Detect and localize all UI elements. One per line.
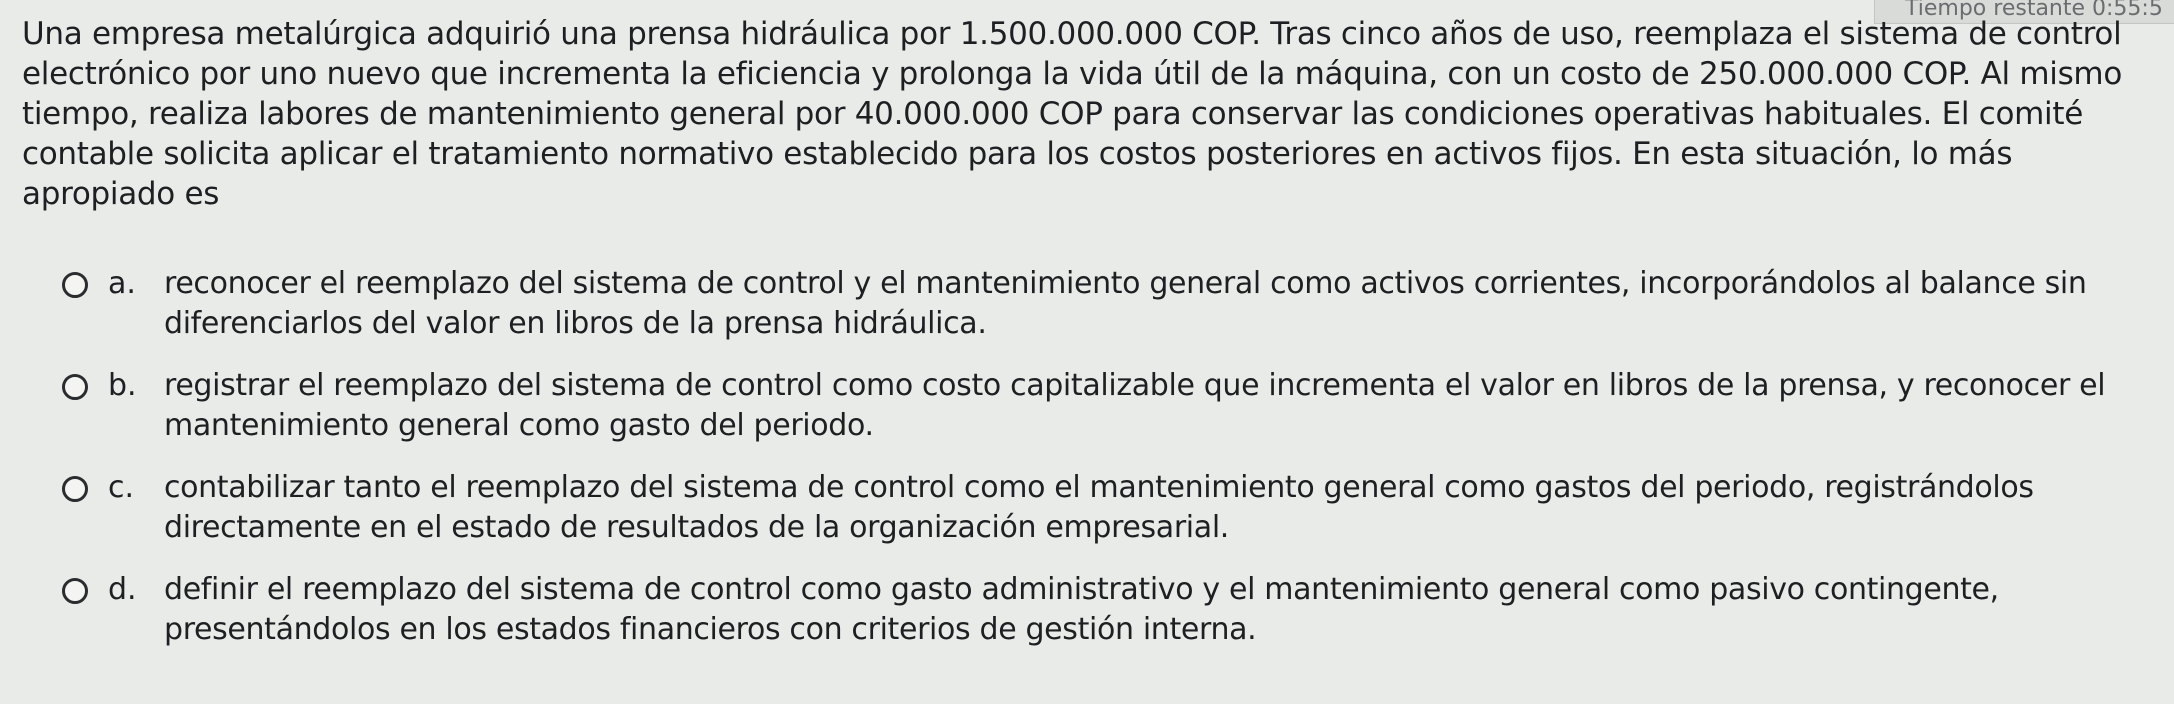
option-c[interactable]: [62, 468, 2142, 548]
radio-option-a[interactable]: [62, 272, 88, 298]
time-remaining: Tiempo restante 0:55:5: [1874, 0, 2174, 24]
option-a-letter: a.: [108, 266, 136, 301]
option-d[interactable]: [62, 570, 2142, 650]
option-b-letter: b.: [108, 368, 137, 403]
option-b-text[interactable]: registrar el reemplazo del sistema de control como costo capitalizable que incrementa el valor en libros de la prensa, y reconocer el mantenimiento general como gasto del periodo.: [164, 368, 2106, 443]
radio-option-c[interactable]: [62, 476, 88, 502]
option-d-text[interactable]: definir el reemplazo del sistema de control como gasto administrativo y el mantenimiento general como pasivo contingente, presentándolos en los estados financieros con criterios de gestión interna.: [164, 572, 1999, 647]
answer-options: [62, 264, 2142, 672]
option-c-letter: c.: [108, 470, 135, 505]
option-c-text[interactable]: contabilizar tanto el reemplazo del sistema de control como el mantenimiento general como gastos del periodo, registrándolos directamente en el estado de resultados de la organización empresarial.: [164, 470, 2034, 545]
option-b[interactable]: [62, 366, 2142, 446]
radio-option-b[interactable]: [62, 374, 88, 400]
option-a-text[interactable]: reconocer el reemplazo del sistema de control y el mantenimiento general como activos corrientes, incorporándolos al balance sin diferenciarlos del valor en libros de la prensa hidráulica.: [164, 266, 2087, 341]
radio-option-d[interactable]: [62, 578, 88, 604]
question-block: [22, 14, 2132, 214]
option-d-letter: d.: [108, 572, 137, 607]
option-a[interactable]: [62, 264, 2142, 344]
question-text: Una empresa metalúrgica adquirió una prensa hidráulica por 1.500.000.000 COP. Tras cinco años de uso, reemplaza el sistema de control electrónico por uno nuevo que incrementa la eficiencia y prolonga la vida útil de la máquina, con un costo de 250.000.000 COP. Al mismo tiempo, realiza labores de mantenimiento general por 40.000.000 COP para conservar las condiciones operativas habituales. El comité contable solicita aplicar el tratamiento normativo establecido para los costos posteriores en activos fijos. En esta situación, lo más apropiado es: [22, 16, 2123, 212]
